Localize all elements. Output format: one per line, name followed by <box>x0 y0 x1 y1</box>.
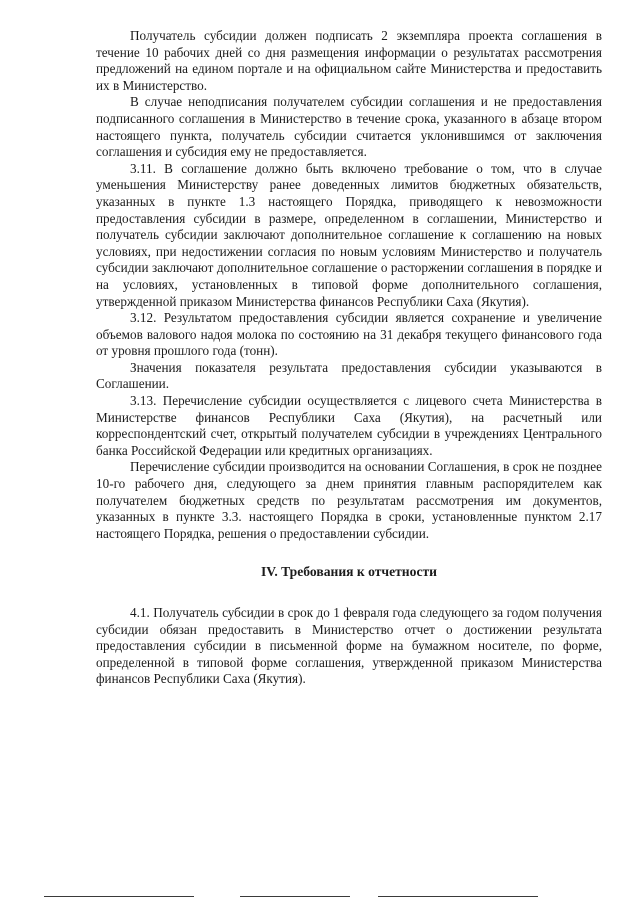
paragraph-3-11: 3.11. В соглашение должно быть включено требование о том, что в случае уменьшения Министерству ранее доведенных лимитов бюджетных обязательств, указанных в пункте 1.3 настоящего Порядка, приводящего к невозможности предоставления субсидии в размере, определенном в соглашении, Министерство и получатель субсидии заключают дополнительное соглашение к соглашению на новых условиях, при недостижении согласия по новым условиям Министерство и получатель субсидии заключают дополнительное соглашение о расторжении соглашения в порядке и на условиях, установленных в типовой форме дополнительного соглашения, утвержденной приказом Министерства финансов Республики Саха (Якутия). <box>96 160 602 309</box>
paragraph-non-signing: В случае неподписания получателем субсидии соглашения и не предоставления подписанного соглашения в Министерство в течение срока, указанного в абзаце втором настоящего пункта, получатель субсидии считается уклонившимся от заключения соглашения и субсидия ему не предоставляется. <box>96 94 602 160</box>
paragraph-transfer-term: Перечисление субсидии производится на основании Соглашения, в срок не позднее 10-го рабочего дня, следующего за днем принятия главным распорядителем как получателем бюджетных средств по результатам рассмотрения им документов, указанных в пункте 3.3. настоящего Порядка в сроки, установленные пунктом 2.17 настоящего Порядка, решения о предоставлении субсидии. <box>96 459 602 541</box>
paragraph-signing-term: Получатель субсидии должен подписать 2 экземпляра проекта соглашения в течение 10 рабочих дней со дня размещения информации о результатах рассмотрения предложений на едином портале и на официальном сайте Министерства и предоставить их в Министерство. <box>96 28 602 93</box>
paragraph-result-indicator: Значения показателя результата предоставления субсидии указываются в Соглашении. <box>96 359 602 392</box>
scan-edge-line-left <box>44 896 194 897</box>
paragraph-4-1: 4.1. Получатель субсидии в срок до 1 февраля года следующего за годом получения субсидии обязан предоставить в Министерство отчет о достижении результата предоставления субсидии в письменной форме на бумажном носителе, по форме, определенной в типовой форме соглашения, утвержденной приказом Министерства финансов Республики Саха (Якутия). <box>96 605 602 687</box>
paragraph-3-12: 3.12. Результатом предоставления субсидии является сохранение и увеличение объемов валового надоя молока по состоянию на 31 декабря текущего финансового года от уровня прошлого года (тонн). <box>96 310 602 359</box>
section-heading: IV. Требования к отчетности <box>260 564 437 580</box>
document-page <box>96 28 602 688</box>
paragraph-3-13: 3.13. Перечисление субсидии осуществляется с лицевого счета Министерства в Министерстве финансов Республики Саха (Якутия), на расчетный или корреспондентский счет, открытый получателем субсидии в учреждениях Центрального банка Российской Федерации или кредитных организациях. <box>96 393 602 458</box>
scan-edge-line-right <box>378 896 538 897</box>
scan-edge-line-mid <box>240 896 350 897</box>
